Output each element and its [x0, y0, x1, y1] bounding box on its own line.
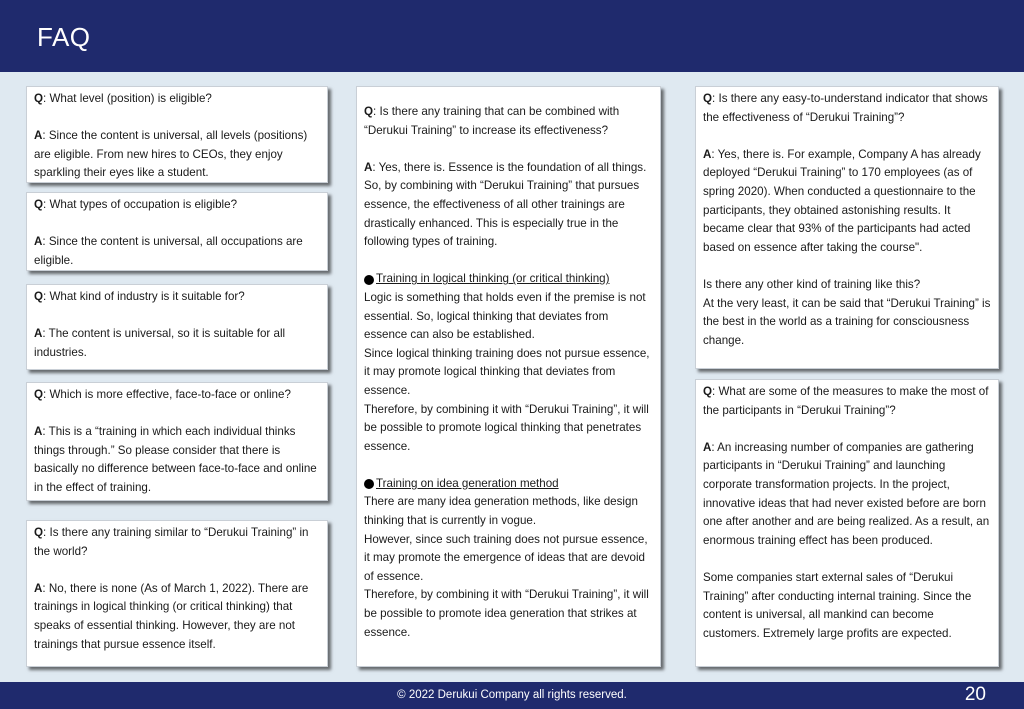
a-label: A	[34, 581, 43, 595]
a-label: A	[703, 147, 712, 161]
faq-card-indicator	[695, 86, 999, 369]
paragraph: Logic is something that holds even if the premise is not essential. So, logical thinking that deviates from essence can also be established.	[364, 290, 646, 342]
faq-card-occupation	[26, 192, 328, 271]
q-label: Q	[34, 526, 44, 539]
a-label: A	[34, 235, 43, 249]
faq-card-industry	[26, 284, 328, 370]
faq-card-measures	[695, 379, 999, 667]
q-label: Q	[34, 92, 44, 105]
paragraph: Some companies start external sales of “Derukui Training” after conducting internal training. Since the content is universal, all mankind can become customers. Extremely large profits are expected.	[703, 570, 972, 640]
a-label: A	[34, 425, 43, 439]
answer: A: Yes, there is. For example, Company A has already deployed “Derukui Training” to 170 employees (as of spring 2020). When conducted a questionnaire to the participants, they obtained astonishing results. It became clear that 93% of the participants had acted based on essence after taking the course".	[703, 147, 981, 254]
question: Q: Is there any training similar to “Derukui Training” in the world?	[34, 526, 309, 558]
q-label: Q	[34, 198, 44, 211]
question: Q: What kind of industry is it suitable for?	[34, 290, 245, 303]
faq-card-combined-training	[356, 86, 661, 667]
question: Q: Is there any easy-to-understand indicator that shows the effectiveness of “Derukui Training”?	[703, 92, 988, 124]
question: Q: Which is more effective, face-to-face or online?	[34, 388, 291, 401]
a-label: A	[34, 327, 43, 341]
question: Q: What level (position) is eligible?	[34, 92, 212, 105]
faq-card-eligible-level	[26, 86, 328, 183]
q-label: Q	[703, 385, 713, 398]
question: Q: What are some of the measures to make the most of the participants in “Derukui Training”?	[703, 385, 989, 417]
a-label: A	[703, 440, 712, 454]
q-label: Q	[34, 290, 44, 303]
page-title: FAQ	[37, 22, 91, 52]
subsection-title-idea-generation: Training on idea generation method	[364, 475, 654, 494]
paragraph: Is there any other kind of training like this?	[703, 277, 921, 291]
answer: A: An increasing number of companies are gathering participants in “Derukui Training” and launching corporate transformation projects. In the project, innovative ideas that had never existed before are born one after another and are being realized. As a result, an enormous training effect has been produced.	[703, 440, 990, 547]
answer: A: Yes, there is. Essence is the foundation of all things. So, by combining with “Derukui Training” that pursues essence, the effectiveness of all other trainings are drastically enhanced. This is especially true in the following types of training.	[364, 160, 647, 249]
q-label: Q	[703, 92, 713, 105]
answer: A: Since the content is universal, all occupations are eligible.	[34, 235, 303, 267]
paragraph: However, since such training does not pursue essence, it may promote the emergence of ideas that are devoid of essence.	[364, 532, 648, 583]
q-label: Q	[364, 105, 374, 118]
a-label: A	[34, 129, 43, 143]
paragraph: At the very least, it can be said that “Derukui Training” is the best in the world as a training for consciousness change.	[703, 296, 991, 347]
a-label: A	[364, 160, 373, 174]
page-header	[0, 0, 1024, 72]
answer: A: This is a “training in which each individual thinks things through.” So please consider that there is basically no difference between face-to-face and online in the effect of training.	[34, 425, 317, 494]
faq-card-similar-training	[26, 520, 328, 667]
bullet-icon	[364, 479, 374, 489]
paragraph: Therefore, by combining it with “Derukui Training”, it will be possible to promote idea generation that strikes at essence.	[364, 588, 649, 639]
copyright-text: © 2022 Derukui Company all rights reserved.	[397, 689, 627, 701]
subsection-title-logical-thinking: Training in logical thinking (or critical thinking)	[364, 270, 654, 289]
answer: A: The content is universal, so it is suitable for all industries.	[34, 327, 286, 359]
paragraph: Since logical thinking training does not pursue essence, it may promote logical thinking that deviates from essence.	[364, 346, 650, 397]
page-number: 20	[964, 684, 986, 705]
answer: A: Since the content is universal, all levels (positions) are eligible. From new hires to CEOs, they enjoy sparkling their eyes like a student.	[34, 129, 308, 180]
bullet-icon	[364, 275, 374, 285]
answer: A: No, there is none (As of March 1, 2022). There are trainings in logical thinking (or critical thinking) that speaks of essential thinking. However, they are not trainings that pursue essence itself.	[34, 581, 309, 651]
question: Q: Is there any training that can be combined with “Derukui Training” to increase its effectiveness?	[364, 105, 620, 137]
page-footer	[0, 682, 1024, 709]
paragraph: Therefore, by combining it with “Derukui Training”, it will be possible to promote logical thinking that penetrates essence.	[364, 402, 649, 453]
q-label: Q	[34, 388, 44, 401]
question: Q: What types of occupation is eligible?	[34, 198, 238, 211]
faq-card-online	[26, 382, 328, 501]
paragraph: There are many idea generation methods, like design thinking that is currently in vogue.	[364, 495, 638, 528]
